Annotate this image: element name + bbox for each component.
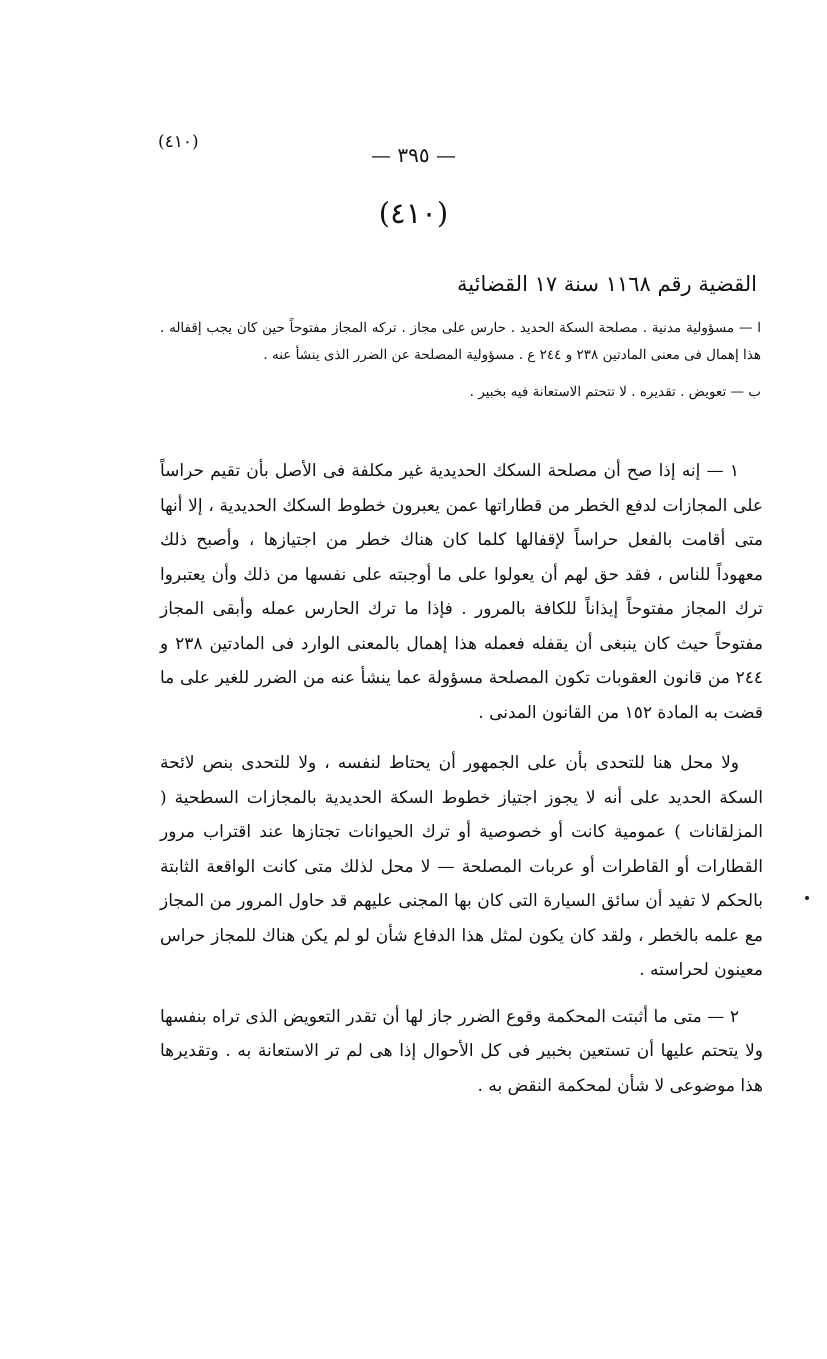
case-title: القضية رقم ١١٦٨ سنة ١٧ القضائية — [457, 272, 757, 296]
corner-case-number: (٤١٠) — [158, 132, 199, 152]
ruling-paragraph-2: ولا محل هنا للتحدى بأن على الجمهور أن يحتاط لنفسه ، ولا للتحدى بنص لائحة السكة الحديد على أنه لا يجوز اجتياز خطوط السكة الحديدية بالمجازات السطحية ( المزلقانات ) عمومية كانت أو خصوصية أو ترك الحيوانات تجتازها عند اقتراب مرور القطارات أو القاطرات أو عربات المصلحة — لا محل لذلك متى كانت الواقعة الثابتة بالحكم لا تفيد أن سائق السيارة التى كان بها المجنى عليهم قد حاول المرور من المجاز مع علمه بالخطر ، ولقد كان يكون لمثل هذا الدفاع شأن لو لم يكن هناك للمجاز حراس معينون لحراسته . — [160, 753, 763, 980]
ruling-paragraph-3: ٢ — متى ما أثبتت المحكمة وقوع الضرر جاز لها أن تقدر التعويض الذى تراه بنفسها ولا يتحتم عليها أن تستعين بخبير فى كل الأحوال إذا هى لم تر الاستعانة به . وتقديرها هذا موضوعى لا شأن لمحكمة النقض به . — [160, 1006, 763, 1096]
margin-dot-mark — [805, 896, 809, 900]
page-number: — ٣٩٥ — — [371, 143, 456, 167]
case-summary — [160, 315, 761, 406]
ruling-paragraph-1: ١ — إنه إذا صح أن مصلحة السكك الحديدية غير مكلفة فى الأصل بأن تقيم حراساً على المجازات لدفع الخطر من قطاراتها عمن يعبرون خطوط السكك الحديدية ، إلا أنها متى أقامت بالفعل حراساً لإقفالها كلما كان هناك خطر من اجتيازها ، وأصبح ذلك معهوداً للناس ، فقد حق لهم أن يعولوا على ما أوجبته على نفسها من ذلك وأن يعتبروا ترك المجاز مفتوحاً إيذاناً للكافة بالمرور . فإذا ما ترك الحارس عمله وأبقى المجاز مفتوحاً حيث كان ينبغى أن يقفله فعمله هذا إهمال بالمعنى الوارد فى المادتين ٢٣٨ و ٢٤٤ من قانون العقوبات تكون المصلحة مسؤولة عما ينشأ عنه من الضرر للغير على ما قضت به المادة ١٥٢ من القانون المدنى . — [160, 461, 763, 723]
case-number-heading: (٤١٠) — [378, 196, 449, 230]
ruling-body — [160, 454, 763, 1103]
summary-item-b: ب — تعويض . تقديره . لا تتحتم الاستعانة فيه بخبير . — [469, 384, 761, 400]
summary-item-a: ا — مسؤولية مدنية . مصلحة السكة الحديد . حارس على مجاز . تركه المجاز مفتوحاً حين كان يجب إقفاله . هذا إهمال فى معنى المادتين ٢٣٨ و ٢٤٤ ع . مسؤولية المصلحة عن الضرر الذى ينشأ عنه . — [160, 320, 761, 363]
